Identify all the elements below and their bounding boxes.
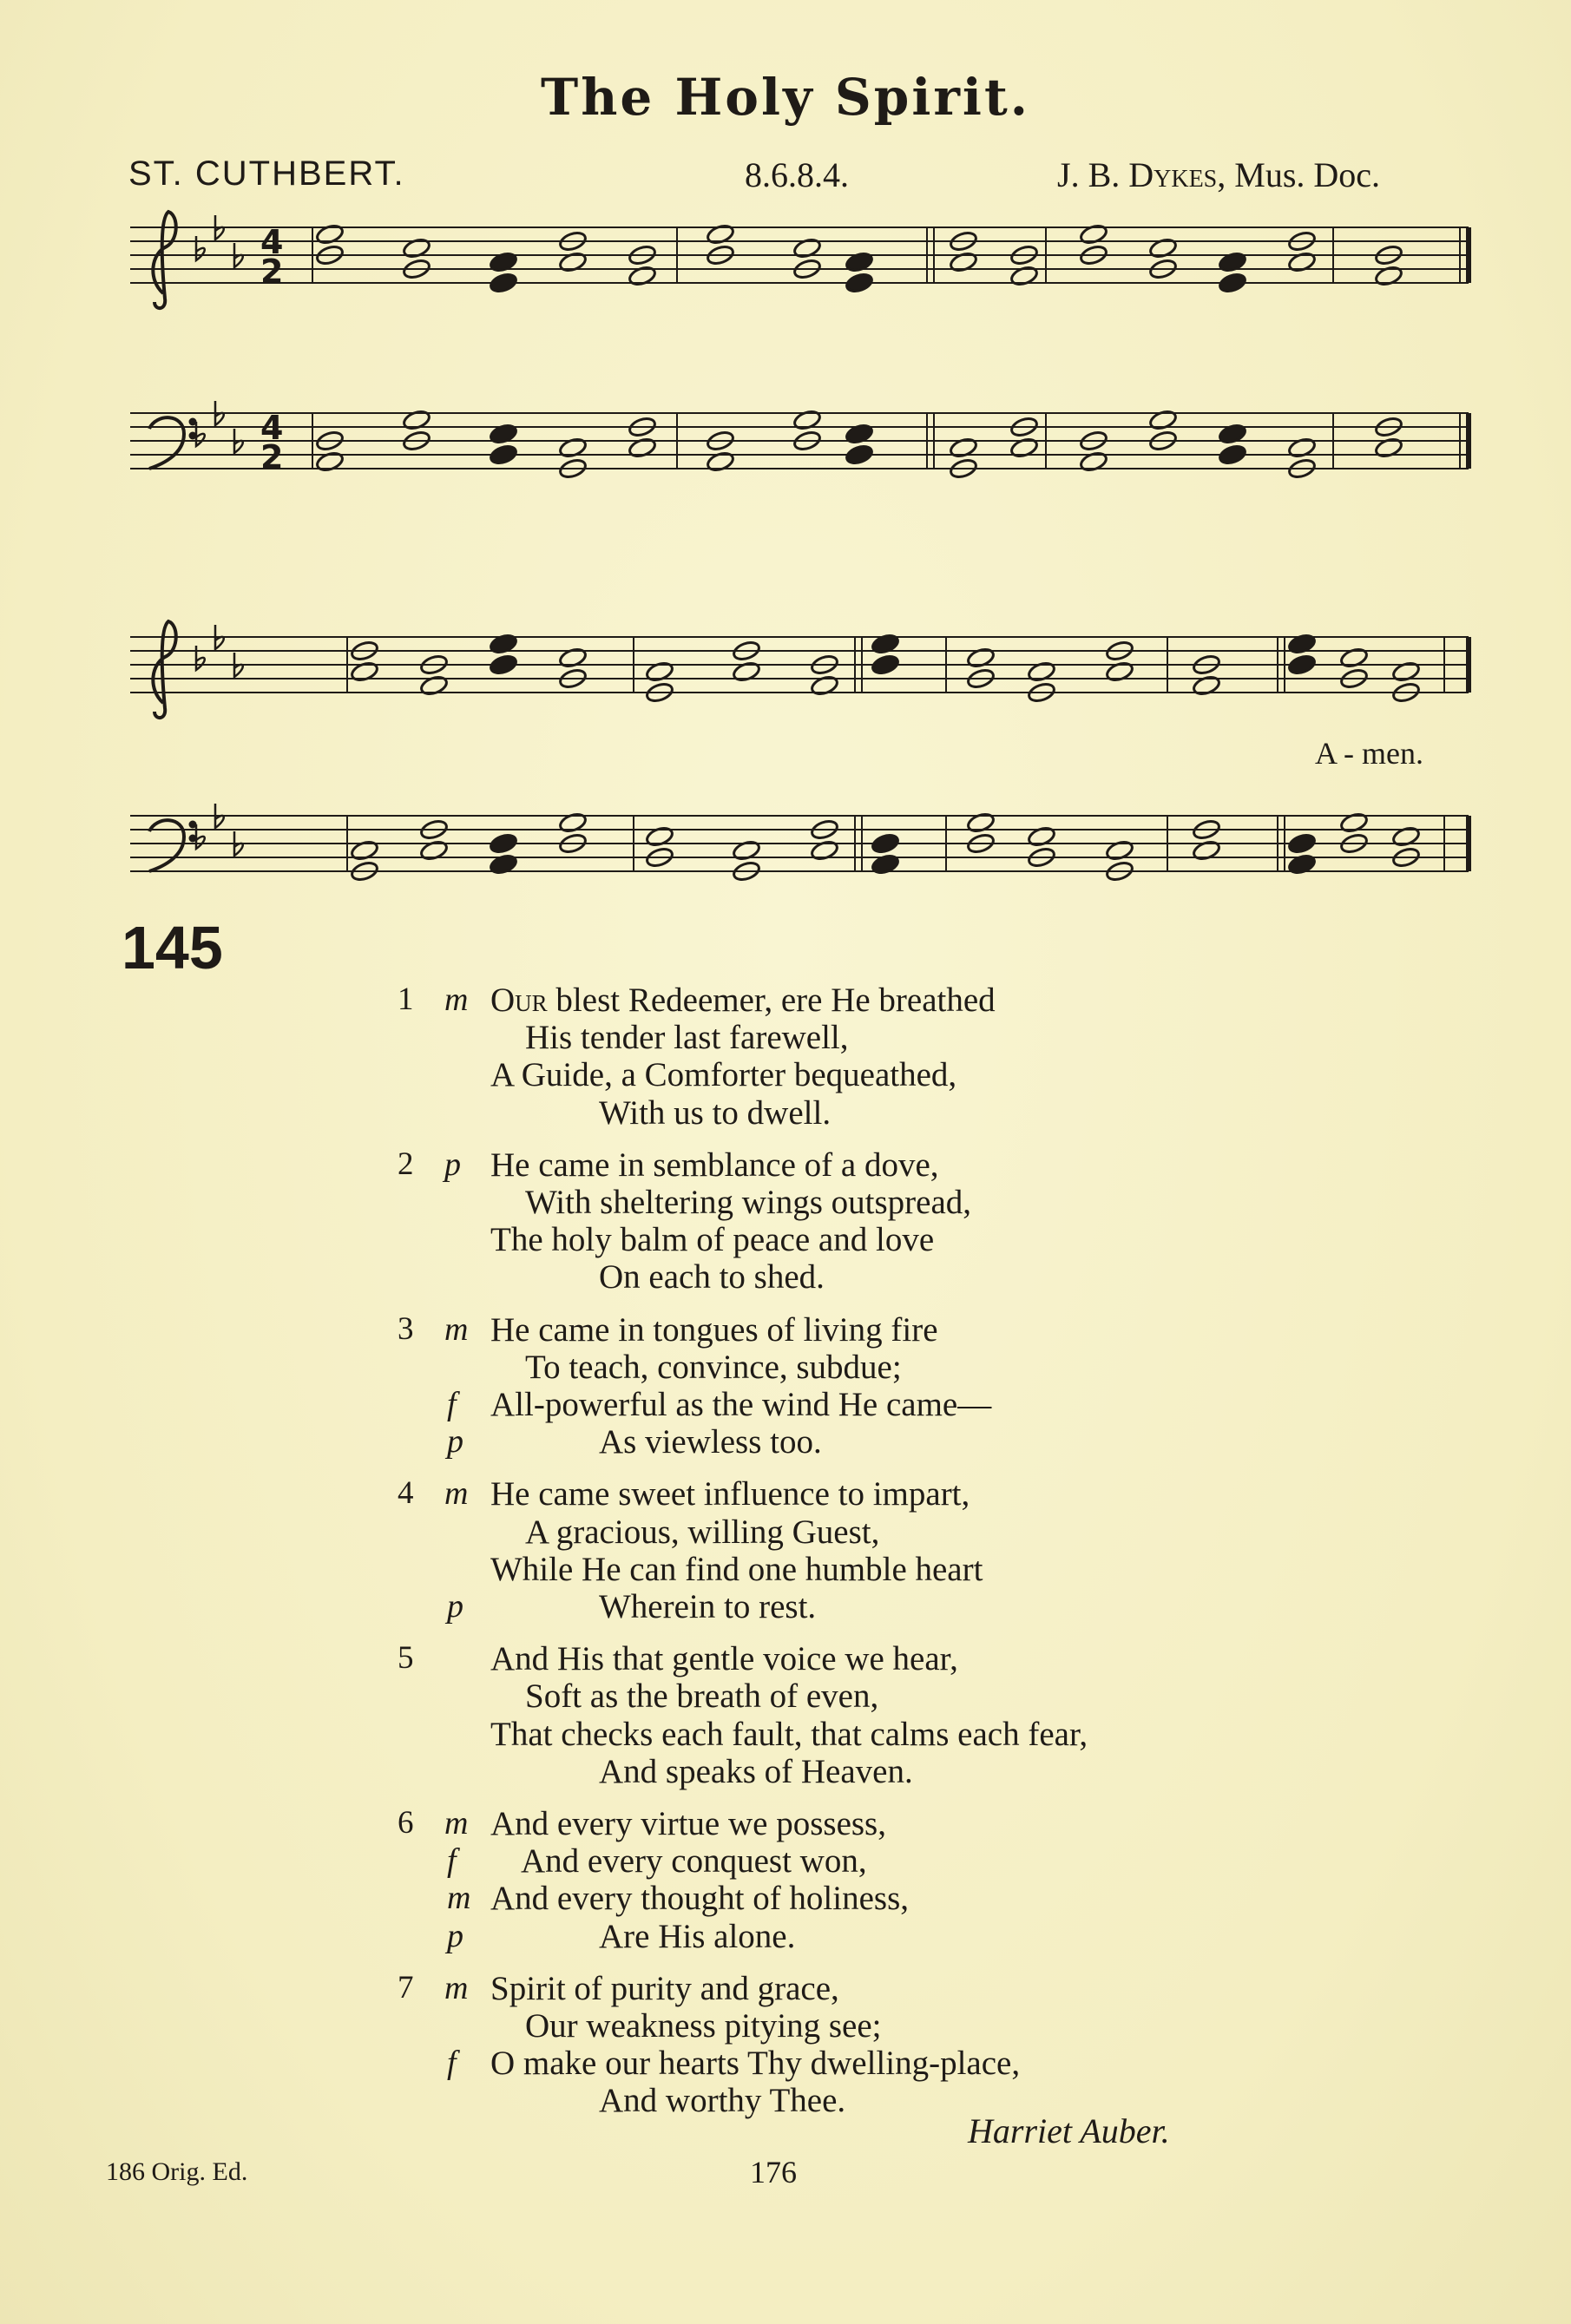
stanza-number: 4 bbox=[398, 1475, 414, 1512]
note-head bbox=[419, 674, 449, 697]
note-head bbox=[1027, 660, 1056, 683]
note-head bbox=[871, 633, 900, 655]
dynamic-mark: f bbox=[447, 1842, 457, 1880]
stanza-line: He came in tongues of living fire bbox=[490, 1310, 938, 1349]
flat-sign bbox=[196, 646, 205, 670]
note-head bbox=[1287, 251, 1317, 273]
stanza-line: And speaks of Heaven. bbox=[599, 1752, 913, 1790]
stanza-line: Our weakness pitying see; bbox=[525, 2007, 882, 2045]
note-head bbox=[1287, 832, 1317, 855]
note-head bbox=[1218, 251, 1247, 273]
note-head bbox=[419, 839, 449, 862]
stanza-line: His tender last farewell, bbox=[525, 1019, 849, 1057]
dynamic-mark: p bbox=[447, 1423, 463, 1461]
flat-sign bbox=[196, 236, 205, 260]
dynamic-mark: p bbox=[444, 1146, 461, 1183]
note-head bbox=[1148, 409, 1178, 431]
note-head bbox=[1218, 443, 1247, 466]
note-head bbox=[645, 660, 674, 683]
hymn-number: 145 bbox=[122, 914, 223, 981]
note-head bbox=[315, 223, 345, 246]
note-head bbox=[1287, 653, 1317, 676]
drop-word: Our bbox=[490, 981, 548, 1019]
note-head bbox=[628, 265, 657, 287]
note-head bbox=[1027, 825, 1056, 848]
note-head bbox=[1391, 825, 1421, 848]
note-head bbox=[1192, 839, 1221, 862]
dynamic-mark: m bbox=[444, 1969, 469, 2006]
note-head bbox=[489, 251, 518, 273]
note-head bbox=[558, 811, 588, 834]
amen-text: A - men. bbox=[1315, 736, 1423, 771]
stanza-line: That checks each fault, that calms each fear, bbox=[490, 1715, 1088, 1753]
note-head bbox=[489, 443, 518, 466]
stanza-number: 3 bbox=[398, 1310, 414, 1347]
dynamic-mark: p bbox=[447, 1917, 463, 1954]
flat-sign bbox=[196, 824, 205, 849]
note-head bbox=[628, 437, 657, 459]
note-head bbox=[792, 237, 822, 259]
stanza-line: And every conquest won, bbox=[521, 1842, 867, 1881]
stanza-line: A Guide, a Comforter bequeathed, bbox=[490, 1056, 957, 1094]
dynamic-mark: m bbox=[444, 981, 469, 1018]
stanza-line: And every virtue we possess, bbox=[490, 1805, 886, 1842]
time-signature-top: 4 bbox=[260, 409, 284, 447]
music-score bbox=[0, 0, 1571, 937]
note-head bbox=[792, 409, 822, 431]
note-head bbox=[1148, 237, 1178, 259]
note-head bbox=[1339, 647, 1369, 669]
note-head bbox=[402, 409, 431, 431]
note-head bbox=[489, 832, 518, 855]
note-head bbox=[350, 839, 379, 862]
note-head bbox=[489, 423, 518, 445]
time-signature-top: 4 bbox=[260, 223, 284, 261]
section-title: The Holy Spirit. bbox=[541, 68, 1030, 127]
dynamic-mark: f bbox=[447, 2045, 457, 2082]
author: Harriet Auber. bbox=[968, 2111, 1170, 2150]
note-head bbox=[1374, 437, 1403, 459]
stanza-line: And every thought of holiness, bbox=[490, 1880, 910, 1918]
note-head bbox=[1079, 450, 1108, 473]
note-head bbox=[1218, 272, 1247, 294]
note-head bbox=[845, 423, 874, 445]
stanza-line: With sheltering wings outspread, bbox=[525, 1184, 972, 1221]
note-head bbox=[966, 647, 996, 669]
note-head bbox=[1105, 660, 1134, 683]
stanza-line: Spirit of purity and grace, bbox=[490, 1969, 839, 2007]
dynamic-mark: m bbox=[447, 1880, 471, 1917]
note-head bbox=[1079, 223, 1108, 246]
page-number: 176 bbox=[750, 2155, 797, 2189]
note-head bbox=[315, 450, 345, 473]
stanza-line: O make our hearts Thy dwelling-place, bbox=[490, 2045, 1021, 2083]
stanza-line: On each to shed. bbox=[599, 1258, 825, 1297]
flat-sign bbox=[196, 422, 205, 446]
stanza-number: 6 bbox=[398, 1805, 414, 1841]
dynamic-mark: m bbox=[444, 1805, 469, 1841]
note-head bbox=[732, 660, 761, 683]
stanza-number: 1 bbox=[398, 981, 414, 1017]
stanza-line: And His that gentle voice we hear, bbox=[490, 1640, 958, 1678]
stanza-number: 2 bbox=[398, 1146, 414, 1182]
edition-note: 186 Orig. Ed. bbox=[106, 2157, 248, 2186]
note-head bbox=[845, 272, 874, 294]
stanza-line: The holy balm of peace and love bbox=[490, 1221, 935, 1259]
note-head bbox=[845, 443, 874, 466]
dynamic-mark: p bbox=[447, 1588, 463, 1625]
stanza-line: Wherein to rest. bbox=[599, 1588, 817, 1625]
bass-clef bbox=[149, 820, 184, 871]
stanza-number: 5 bbox=[398, 1640, 414, 1677]
stanza-number: 7 bbox=[398, 1969, 414, 2006]
note-head bbox=[706, 223, 735, 246]
stanza-line: While He can find one humble heart bbox=[490, 1550, 983, 1588]
treble-clef bbox=[153, 621, 175, 718]
stanza-line: Our blest Redeemer, ere He breathed bbox=[490, 981, 996, 1019]
bass-clef-dot bbox=[190, 822, 196, 828]
note-head bbox=[1192, 674, 1221, 697]
note-head bbox=[489, 653, 518, 676]
composer-surname: Dykes bbox=[1128, 155, 1218, 194]
note-head bbox=[845, 251, 874, 273]
note-head bbox=[350, 660, 379, 683]
treble-clef bbox=[153, 212, 175, 308]
note-head bbox=[949, 251, 978, 273]
note-head bbox=[402, 237, 431, 259]
note-head bbox=[1009, 265, 1039, 287]
note-head bbox=[558, 251, 588, 273]
note-head bbox=[1009, 437, 1039, 459]
note-head bbox=[1287, 633, 1317, 655]
note-head bbox=[558, 437, 588, 459]
stanza-line: As viewless too. bbox=[599, 1423, 822, 1461]
metre: 8.6.8.4. bbox=[745, 155, 849, 194]
bass-clef-dot bbox=[190, 433, 196, 439]
stanza-line: To teach, convince, subdue; bbox=[525, 1348, 902, 1386]
note-head bbox=[810, 674, 839, 697]
note-head bbox=[1287, 853, 1317, 876]
note-head bbox=[1287, 437, 1317, 459]
note-head bbox=[645, 825, 674, 848]
note-head bbox=[871, 832, 900, 855]
stanza-line: He came in semblance of a dove, bbox=[490, 1146, 939, 1184]
note-head bbox=[489, 272, 518, 294]
note-head bbox=[1339, 811, 1369, 834]
dynamic-mark: m bbox=[444, 1475, 469, 1513]
stanza-line: Are His alone. bbox=[599, 1917, 796, 1955]
note-head bbox=[489, 633, 518, 655]
stanza-line: A gracious, willing Guest, bbox=[525, 1513, 880, 1551]
time-signature-bottom: 2 bbox=[260, 438, 284, 476]
stanza-line: He came sweet influence to impart, bbox=[490, 1475, 970, 1513]
note-head bbox=[871, 653, 900, 676]
note-head bbox=[966, 811, 996, 834]
bass-clef bbox=[149, 417, 184, 469]
note-head bbox=[558, 647, 588, 669]
composer-initials: J. B. bbox=[1057, 155, 1121, 194]
tune-name: ST. CUTHBERT. bbox=[128, 154, 405, 193]
note-head bbox=[1374, 265, 1403, 287]
stanza-line: With us to dwell. bbox=[599, 1093, 832, 1132]
note-head bbox=[1218, 423, 1247, 445]
bass-clef-dot bbox=[190, 419, 196, 425]
dynamic-mark: f bbox=[447, 1386, 457, 1422]
dynamic-mark: m bbox=[444, 1310, 469, 1348]
stanza-line: All-powerful as the wind He came— bbox=[490, 1386, 992, 1423]
note-head bbox=[706, 450, 735, 473]
note-head bbox=[871, 853, 900, 876]
composer-degree: Mus. Doc. bbox=[1234, 155, 1381, 194]
note-head bbox=[1105, 839, 1134, 862]
stanza-line: Soft as the breath of even, bbox=[525, 1677, 879, 1716]
composer: J. B. Dykes, Mus. Doc. bbox=[1057, 155, 1381, 194]
note-head bbox=[732, 839, 761, 862]
bass-clef-dot bbox=[190, 836, 196, 842]
time-signature-bottom: 2 bbox=[260, 253, 284, 291]
note-head bbox=[489, 853, 518, 876]
note-head bbox=[949, 437, 978, 459]
stanza-line: And worthy Thee. bbox=[599, 2082, 846, 2120]
note-head bbox=[1391, 660, 1421, 683]
note-head bbox=[810, 839, 839, 862]
